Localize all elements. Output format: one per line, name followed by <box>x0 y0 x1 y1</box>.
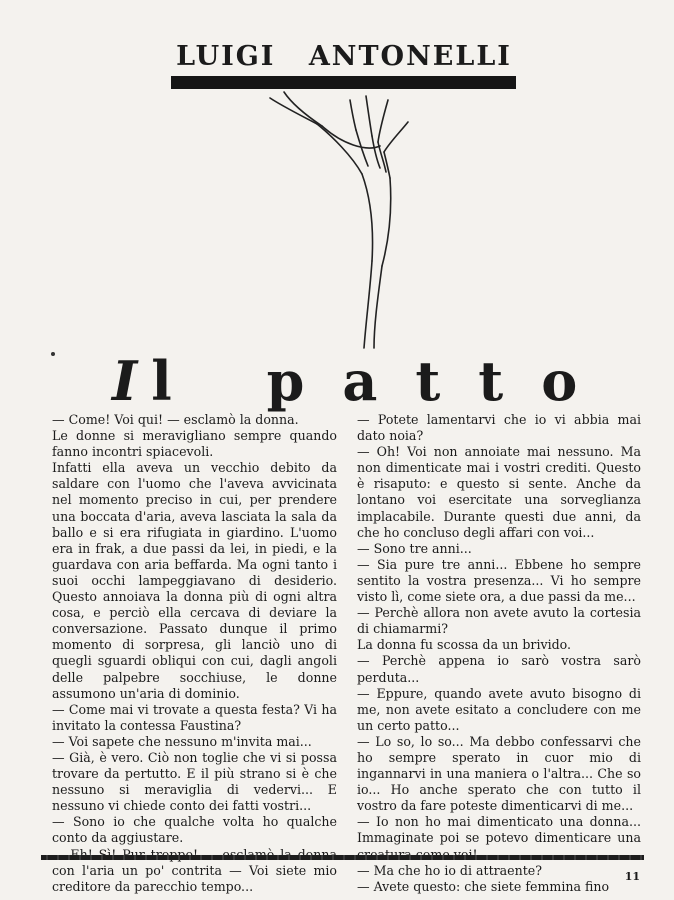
left-column <box>52 412 337 894</box>
paragraph: — Eppure, quando avete avuto bisogno di me, non avete esitato a concludere con me un certo patto... <box>357 685 641 733</box>
article-title <box>112 349 616 413</box>
paragraph: — Oh! Voi non annoiate mai nessuno. Ma non dimenticate mai i vostri crediti. Questo è risaputo: e questo si sente. Anche da lontano voi esercitate una sorveglianza implacabile. Durante questi due anni, da che ho concluso degli affari con voi... <box>357 444 641 540</box>
paragraph: — Già, è vero. Ciò non toglie che vi si possa trovare da pertutto. E il più strano si è che nessuno si meraviglia di vedervi... E nessuno vi chiede conto dei fatti vostri... <box>52 749 337 814</box>
paragraph: — Perchè appena io sarò vostra sarò perduta... <box>357 653 641 685</box>
paragraph: con l'aria un po' contrita — Voi siete mio creditore da parecchio tempo... <box>52 862 337 894</box>
page-number: 11 <box>624 870 640 883</box>
title-initial: I <box>112 349 138 413</box>
paragraph: Le donne si meravigliano sempre quando fanno incontri spiacevoli. <box>52 428 337 460</box>
ornament-dot <box>51 352 55 356</box>
hand-illustration <box>262 86 452 350</box>
paragraph: — Avete questo: che siete femmina fino <box>357 878 610 894</box>
paragraph: La donna fu scossa da un brivido. <box>357 637 572 653</box>
paragraph: — Potete lamentarvi che io vi abbia mai dato noia? <box>357 412 641 444</box>
paragraph: — Sia pure tre anni... Ebbene ho sempre sentito la vostra presenza... Vi ho sempre visto lì, come siete ora, a due passi da me... <box>357 556 641 605</box>
paragraph: — Ma che ho io di attraente? <box>357 862 543 878</box>
paragraph: — Lo so, lo so... Ma debbo confessarvi che ho sempre sperato in cuor mio di ingannarvi in una maniera o l'altra... Che so io... Ho anche sperato che con tutto il vostro da fare poteste dimenticarvi di me... <box>357 733 641 814</box>
paragraph: — Come mai vi trovate a questa festa? Vi ha invitato la contessa Faustina? <box>52 701 337 733</box>
paragraph: — Perchè allora non avete avuto la cortesia di chiamarmi? <box>357 605 641 637</box>
title-text: l patto <box>151 349 616 413</box>
paragraph: — Come! Voi qui! — esclamò la donna. <box>52 412 299 427</box>
paragraph: — Sono tre anni... <box>357 540 472 556</box>
paragraph: Infatti ella aveva un vecchio debito da saldare con l'uomo che l'aveva avvicinata nel momento preciso in cui, per prendere una boccata d'aria, aveva lasciata la sala da ballo e si era rifugiata in giardino. L'uomo era in frak, a due passi da lei, in piedi, e la guardava con aria beffarda. Ma ogni tanto i suoi occhi lampeggiavano di desiderio. Questo annoiava la donna più di ogni altra cosa, e perciò ella cercava di deviare la conversazione. Passato dunque il primo momento di sorpresa, gli lanciò uno di quegli sguardi obliqui con cui, dagli angoli delle palpebre socchiuse, le donne assumono un'aria di dominio. <box>52 460 337 701</box>
author-name: LUIGI ANTONELLI <box>176 41 512 72</box>
bottom-rule <box>41 855 644 860</box>
paragraph: — Voi sapete che nessuno m'invita mai... <box>52 733 312 749</box>
paragraph: — Sono io che qualche volta ho qualche conto da aggiustare. <box>52 814 337 846</box>
paragraph: — Io non ho mai dimenticato una donna... Immaginate poi se potevo dimenticare una <box>357 814 641 846</box>
